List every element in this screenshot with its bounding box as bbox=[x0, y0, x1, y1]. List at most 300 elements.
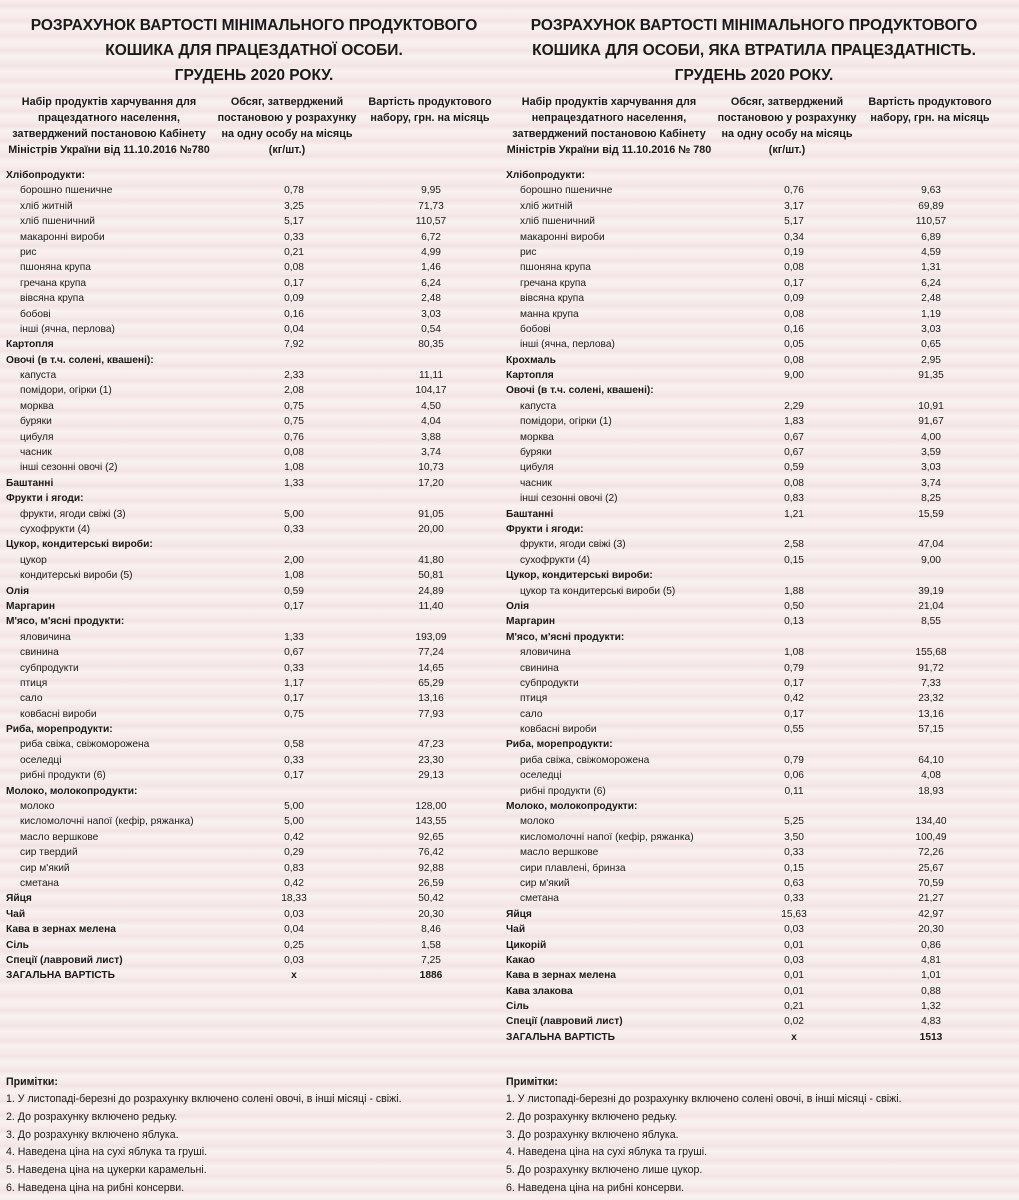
product-row bbox=[504, 645, 1004, 660]
product-row bbox=[504, 460, 1004, 475]
product-name: бобові bbox=[20, 308, 51, 320]
cost-value: 128,00 bbox=[415, 801, 447, 813]
quantity-value: 0,01 bbox=[784, 985, 804, 997]
product-name: Спеції (лавровий лист) bbox=[506, 1016, 623, 1028]
total-row bbox=[504, 1030, 1004, 1045]
quantity-value: 0,21 bbox=[784, 1001, 804, 1013]
header-product-set: Набір продуктів харчування для непрацездатного населення, затверджений постановою Кабінету Міністрів України від 11.10.2016 № 780 bbox=[506, 96, 712, 156]
product-row bbox=[4, 814, 504, 829]
quantity-value: 0,08 bbox=[284, 447, 304, 459]
category-row bbox=[4, 337, 504, 352]
product-name: ЗАГАЛЬНА ВАРТІСТЬ bbox=[506, 1031, 615, 1043]
quantity-value: 0,05 bbox=[784, 339, 804, 351]
cost-value: 3,88 bbox=[421, 431, 441, 443]
product-name: Чай bbox=[6, 908, 26, 920]
product-name: субпродукти bbox=[520, 677, 579, 689]
cost-value: 42,97 bbox=[918, 908, 944, 920]
quantity-value: 0,03 bbox=[784, 954, 804, 966]
product-row bbox=[4, 691, 504, 706]
cost-value: 26,59 bbox=[418, 877, 444, 889]
product-name: пшоняна крупа bbox=[20, 262, 91, 274]
product-name: птиця bbox=[520, 693, 548, 705]
quantity-value: х bbox=[791, 1031, 797, 1043]
category-row bbox=[504, 737, 1004, 752]
cost-value: 29,13 bbox=[418, 770, 444, 782]
product-row bbox=[4, 430, 504, 445]
category-row bbox=[504, 907, 1004, 922]
quantity-value: 0,17 bbox=[284, 770, 304, 782]
product-row bbox=[4, 707, 504, 722]
note-item: 1. У листопаді-березні до розрахунку включено солені овочі, в інші місяці - свіжі. bbox=[6, 1093, 402, 1105]
product-row bbox=[4, 183, 504, 198]
cost-value: 110,57 bbox=[915, 216, 947, 228]
cost-value: 20,30 bbox=[418, 908, 444, 920]
cost-value: 47,23 bbox=[418, 739, 444, 751]
quantity-value: 0,75 bbox=[284, 400, 304, 412]
cost-value: 7,25 bbox=[421, 954, 441, 966]
category-row bbox=[4, 491, 504, 506]
product-name: сухофрукти (4) bbox=[20, 523, 91, 535]
title-line: РОЗРАХУНОК ВАРТОСТІ МІНІМАЛЬНОГО ПРОДУКТОВОГО bbox=[30, 17, 478, 34]
quantity-value: 0,33 bbox=[284, 523, 304, 535]
product-row bbox=[4, 214, 504, 229]
cost-value: 25,67 bbox=[918, 862, 944, 874]
quantity-value: 0,19 bbox=[784, 246, 804, 258]
cost-value: 100,49 bbox=[915, 831, 947, 843]
total-row bbox=[4, 968, 504, 983]
cost-value: 4,99 bbox=[421, 246, 441, 258]
product-row bbox=[4, 876, 504, 891]
cost-value: 77,93 bbox=[418, 708, 444, 720]
product-row bbox=[504, 307, 1004, 322]
product-row bbox=[504, 814, 1004, 829]
product-name: капуста bbox=[20, 370, 57, 382]
category-row bbox=[4, 168, 504, 183]
category-row bbox=[504, 999, 1004, 1014]
notes-title: Примітки: bbox=[6, 1076, 58, 1088]
product-name: буряки bbox=[520, 447, 552, 459]
cost-value: 39,19 bbox=[918, 585, 944, 597]
cost-value: 1,46 bbox=[421, 262, 441, 274]
cost-value: 1513 bbox=[919, 1031, 943, 1043]
product-row bbox=[504, 861, 1004, 876]
quantity-value: 0,79 bbox=[784, 754, 804, 766]
product-name: Маргарин bbox=[6, 600, 56, 612]
category-row bbox=[4, 537, 504, 552]
product-row bbox=[4, 291, 504, 306]
panel-disabled-person bbox=[504, 0, 1004, 1200]
quantity-value: 0,13 bbox=[784, 616, 804, 628]
cost-value: 4,81 bbox=[921, 954, 941, 966]
quantity-value: 2,08 bbox=[284, 385, 304, 397]
product-name: рис bbox=[520, 246, 537, 258]
product-name: сало bbox=[20, 693, 43, 705]
product-name: помідори, огірки (1) bbox=[20, 385, 112, 397]
cost-value: 92,88 bbox=[418, 862, 444, 874]
notes-section bbox=[506, 1073, 902, 1198]
product-name: Фрукти і ягоди: bbox=[506, 523, 584, 535]
product-row bbox=[4, 445, 504, 460]
product-name: морква bbox=[20, 400, 54, 412]
product-row bbox=[4, 460, 504, 475]
category-row bbox=[504, 383, 1004, 398]
product-name: риба свіжа, свіжоморожена bbox=[520, 754, 650, 766]
quantity-value: 5,17 bbox=[284, 216, 304, 228]
product-row bbox=[504, 691, 1004, 706]
product-name: цибуля bbox=[20, 431, 54, 443]
quantity-value: 3,50 bbox=[784, 831, 804, 843]
product-row bbox=[4, 522, 504, 537]
product-name: Кава злакова bbox=[506, 985, 573, 997]
product-name: борошно пшеничне bbox=[520, 185, 613, 197]
product-name: хліб житній bbox=[20, 200, 73, 212]
category-row bbox=[504, 630, 1004, 645]
quantity-value: 0,78 bbox=[284, 185, 304, 197]
category-row bbox=[504, 507, 1004, 522]
table-header bbox=[4, 88, 504, 168]
product-row bbox=[504, 768, 1004, 783]
cost-value: 0,88 bbox=[921, 985, 941, 997]
quantity-value: 0,25 bbox=[284, 939, 304, 951]
product-row bbox=[504, 322, 1004, 337]
cost-value: 0,86 bbox=[921, 939, 941, 951]
quantity-value: 0,21 bbox=[284, 246, 304, 258]
quantity-value: 0,59 bbox=[284, 585, 304, 597]
cost-value: 9,95 bbox=[421, 185, 441, 197]
category-row bbox=[4, 938, 504, 953]
cost-value: 77,24 bbox=[418, 647, 444, 659]
product-name: Баштанні bbox=[506, 508, 554, 520]
cost-value: 110,57 bbox=[415, 216, 447, 228]
quantity-value: 0,08 bbox=[784, 477, 804, 489]
quantity-value: 0,09 bbox=[284, 293, 304, 305]
product-row bbox=[504, 722, 1004, 737]
cost-value: 1886 bbox=[419, 970, 443, 982]
note-item: 4. Наведена ціна на сухі яблука та груші. bbox=[506, 1146, 708, 1159]
product-name: Риба, морепродукти: bbox=[506, 739, 613, 751]
product-name: кисломолочні напої (кефір, ряжанка) bbox=[20, 816, 194, 828]
product-name: інші (ячна, перлова) bbox=[20, 323, 115, 335]
category-row bbox=[4, 614, 504, 629]
product-name: масло вершкове bbox=[20, 831, 99, 843]
product-row bbox=[504, 337, 1004, 352]
cost-value: 4,04 bbox=[421, 416, 441, 428]
cost-value: 69,89 bbox=[918, 200, 944, 212]
cost-value: 3,59 bbox=[921, 447, 941, 459]
quantity-value: 0,03 bbox=[284, 954, 304, 966]
category-row bbox=[504, 522, 1004, 537]
product-name: кондитерські вироби (5) bbox=[20, 570, 133, 582]
product-name: Цукор, кондитерські вироби: bbox=[6, 539, 153, 551]
quantity-value: 0,16 bbox=[284, 308, 304, 320]
product-name: цукор bbox=[20, 554, 47, 566]
quantity-value: 0,33 bbox=[284, 231, 304, 243]
quantity-value: 1,33 bbox=[284, 477, 304, 489]
note-item: 5. Наведена ціна на цукерки карамельні. bbox=[6, 1164, 207, 1177]
product-name: Кава в зернах мелена bbox=[6, 924, 116, 936]
product-name: часник bbox=[520, 477, 552, 489]
category-row bbox=[504, 168, 1004, 183]
product-name: сметана bbox=[20, 877, 59, 889]
product-name: риба свіжа, свіжоморожена bbox=[20, 739, 150, 751]
panel-working-person bbox=[4, 0, 504, 1200]
product-row bbox=[504, 414, 1004, 429]
product-name: оселедці bbox=[20, 754, 62, 766]
product-name: рибні продукти (6) bbox=[520, 785, 606, 797]
product-row bbox=[4, 645, 504, 660]
product-name: сметана bbox=[520, 893, 559, 905]
product-name: вівсяна крупа bbox=[20, 293, 84, 305]
cost-value: 4,59 bbox=[921, 246, 941, 258]
product-row bbox=[4, 307, 504, 322]
product-name: М'ясо, м'ясні продукти: bbox=[6, 616, 125, 628]
quantity-value: 0,17 bbox=[784, 708, 804, 720]
product-row bbox=[504, 707, 1004, 722]
quantity-value: 0,02 bbox=[784, 1016, 804, 1028]
product-name: оселедці bbox=[520, 770, 562, 782]
table-header bbox=[504, 88, 1004, 168]
header-volume: Обсяг, затверджений постановою у розрахунку на одну особу на місяць (кг/шт.) bbox=[217, 96, 357, 156]
product-name: фрукти, ягоди свіжі (3) bbox=[520, 539, 626, 551]
cost-value: 11,40 bbox=[418, 600, 444, 612]
cost-value: 4,08 bbox=[921, 770, 941, 782]
category-row bbox=[4, 891, 504, 906]
product-row bbox=[504, 399, 1004, 414]
quantity-value: 0,01 bbox=[784, 970, 804, 982]
product-name: Крохмаль bbox=[506, 354, 556, 366]
cost-value: 20,00 bbox=[418, 523, 444, 535]
cost-value: 104,17 bbox=[415, 385, 447, 397]
product-row bbox=[504, 584, 1004, 599]
title-line: ГРУДЕНЬ 2020 РОКУ. bbox=[174, 67, 334, 84]
quantity-value: 0,08 bbox=[784, 308, 804, 320]
cost-value: 7,33 bbox=[921, 677, 941, 689]
quantity-value: 0,42 bbox=[284, 877, 304, 889]
header-product-set: Набір продуктів харчування для працездатного населення, затверджений постановою Кабінету Міністрів України від 11.10.2016 №780 bbox=[8, 96, 210, 156]
quantity-value: 0,11 bbox=[784, 785, 804, 797]
quantity-value: 0,15 bbox=[784, 862, 804, 874]
quantity-value: 0,17 bbox=[284, 277, 304, 289]
category-row bbox=[4, 922, 504, 937]
product-name: пшоняна крупа bbox=[520, 262, 591, 274]
product-row bbox=[4, 414, 504, 429]
product-row bbox=[504, 214, 1004, 229]
cost-value: 50,81 bbox=[418, 570, 444, 582]
quantity-value: 0,01 bbox=[784, 939, 804, 951]
product-row bbox=[4, 661, 504, 676]
product-row bbox=[4, 383, 504, 398]
product-row bbox=[504, 291, 1004, 306]
cost-value: 8,46 bbox=[421, 924, 441, 936]
product-name: Баштанні bbox=[6, 477, 54, 489]
product-name: цукор та кондитерські вироби (5) bbox=[520, 585, 676, 597]
cost-value: 10,73 bbox=[418, 462, 444, 474]
quantity-value: 2,29 bbox=[784, 400, 804, 412]
cost-value: 11,11 bbox=[419, 370, 443, 382]
product-row bbox=[504, 199, 1004, 214]
quantity-value: 0,76 bbox=[284, 431, 304, 443]
product-name: морква bbox=[520, 431, 554, 443]
cost-value: 3,03 bbox=[921, 323, 941, 335]
quantity-value: 0,42 bbox=[284, 831, 304, 843]
product-row bbox=[504, 183, 1004, 198]
cost-value: 6,72 bbox=[421, 231, 441, 243]
category-row bbox=[504, 614, 1004, 629]
product-name: капуста bbox=[520, 400, 557, 412]
category-row bbox=[504, 353, 1004, 368]
product-row bbox=[4, 245, 504, 260]
product-row bbox=[504, 784, 1004, 799]
product-row bbox=[4, 230, 504, 245]
cost-value: 155,68 bbox=[915, 647, 947, 659]
cost-value: 6,89 bbox=[921, 231, 941, 243]
quantity-value: 1,17 bbox=[284, 677, 304, 689]
notes-title: Примітки: bbox=[506, 1076, 558, 1088]
quantity-value: 0,75 bbox=[284, 416, 304, 428]
cost-value: 57,15 bbox=[918, 724, 944, 736]
product-name: Какао bbox=[506, 954, 535, 966]
product-name: борошно пшеничне bbox=[20, 185, 113, 197]
category-row bbox=[4, 722, 504, 737]
cost-value: 18,93 bbox=[918, 785, 944, 797]
product-row bbox=[4, 322, 504, 337]
title-line: КОШИКА ДЛЯ ОСОБИ, ЯКА ВТРАТИЛА ПРАЦЕЗДАТНІСТЬ. bbox=[532, 42, 976, 59]
category-row bbox=[4, 953, 504, 968]
product-name: манна крупа bbox=[520, 308, 579, 320]
quantity-value: 0,63 bbox=[784, 877, 804, 889]
product-row bbox=[504, 245, 1004, 260]
product-name: макаронні вироби bbox=[20, 231, 105, 243]
cost-value: 20,30 bbox=[918, 924, 944, 936]
cost-value: 8,55 bbox=[921, 616, 941, 628]
cost-value: 71,73 bbox=[418, 200, 444, 212]
product-row bbox=[4, 753, 504, 768]
cost-value: 6,24 bbox=[921, 277, 941, 289]
cost-value: 91,72 bbox=[918, 662, 944, 674]
product-name: вівсяна крупа bbox=[520, 293, 584, 305]
product-name: помідори, огірки (1) bbox=[520, 416, 612, 428]
product-name: птиця bbox=[20, 677, 48, 689]
quantity-value: 1,83 bbox=[784, 416, 804, 428]
product-name: сало bbox=[520, 708, 543, 720]
category-row bbox=[504, 368, 1004, 383]
cost-value: 2,48 bbox=[421, 293, 441, 305]
category-row bbox=[504, 922, 1004, 937]
title-line: ГРУДЕНЬ 2020 РОКУ. bbox=[674, 67, 834, 84]
product-name: гречана крупа bbox=[20, 277, 87, 289]
quantity-value: 0,04 bbox=[284, 323, 304, 335]
note-item: 3. До розрахунку включено яблука. bbox=[506, 1128, 679, 1141]
product-row bbox=[4, 568, 504, 583]
note-item: 6. Наведена ціна на рибні консерви. bbox=[6, 1181, 185, 1194]
cost-value: 14,65 bbox=[418, 662, 444, 674]
product-row bbox=[504, 891, 1004, 906]
category-row bbox=[504, 568, 1004, 583]
category-row bbox=[504, 938, 1004, 953]
quantity-value: 3,25 bbox=[284, 200, 304, 212]
cost-value: 17,20 bbox=[418, 477, 444, 489]
header-cost: Вартість продуктового набору, грн. на місяць bbox=[368, 96, 492, 124]
product-row bbox=[4, 276, 504, 291]
product-name: Хлібопродукти: bbox=[506, 170, 586, 181]
quantity-value: 0,09 bbox=[784, 293, 804, 305]
product-row bbox=[504, 676, 1004, 691]
quantity-value: 1,21 bbox=[784, 508, 804, 520]
quantity-value: 0,34 bbox=[784, 231, 804, 243]
product-name: кисломолочні напої (кефір, ряжанка) bbox=[520, 831, 694, 843]
product-row bbox=[504, 553, 1004, 568]
product-row bbox=[4, 399, 504, 414]
product-name: Яйця bbox=[506, 908, 532, 920]
product-name: Олія bbox=[506, 600, 530, 612]
cost-value: 9,00 bbox=[921, 554, 941, 566]
product-row bbox=[4, 861, 504, 876]
quantity-value: 1,33 bbox=[284, 631, 304, 643]
product-name: Яйця bbox=[6, 893, 32, 905]
cost-value: 8,25 bbox=[921, 493, 941, 505]
cost-value: 47,04 bbox=[918, 539, 944, 551]
cost-value: 15,59 bbox=[918, 508, 944, 520]
note-item: 3. До розрахунку включено яблука. bbox=[6, 1128, 179, 1141]
cost-value: 91,67 bbox=[918, 416, 944, 428]
quantity-value: 3,17 bbox=[784, 200, 804, 212]
cost-value: 10,91 bbox=[918, 400, 944, 412]
product-name: Молоко, молокопродукти: bbox=[506, 801, 638, 813]
product-name: Олія bbox=[6, 585, 30, 597]
category-row bbox=[4, 784, 504, 799]
product-name: рибні продукти (6) bbox=[20, 770, 106, 782]
quantity-value: 0,50 bbox=[784, 600, 804, 612]
quantity-value: 15,63 bbox=[781, 908, 807, 920]
quantity-value: 0,67 bbox=[284, 647, 304, 659]
product-name: ковбасні вироби bbox=[20, 708, 97, 720]
quantity-value: 7,92 bbox=[284, 339, 304, 351]
product-name: сухофрукти (4) bbox=[520, 554, 591, 566]
quantity-value: 0,06 bbox=[784, 770, 804, 782]
product-name: Картопля bbox=[6, 339, 54, 351]
quantity-value: 0,83 bbox=[784, 493, 804, 505]
quantity-value: 0,03 bbox=[784, 924, 804, 936]
cost-value: 13,16 bbox=[418, 693, 444, 705]
cost-value: 70,59 bbox=[918, 877, 944, 889]
product-row bbox=[4, 507, 504, 522]
category-row bbox=[504, 968, 1004, 983]
category-row bbox=[4, 599, 504, 614]
note-item: 1. У листопаді-березні до розрахунку включено солені овочі, в інші місяці - свіжі. bbox=[506, 1093, 902, 1105]
product-name: Сіль bbox=[6, 939, 29, 951]
product-name: макаронні вироби bbox=[520, 231, 605, 243]
cost-value: 143,55 bbox=[415, 816, 447, 828]
product-row bbox=[504, 430, 1004, 445]
product-name: Молоко, молокопродукти: bbox=[6, 785, 138, 797]
product-name: Риба, морепродукти: bbox=[6, 724, 113, 736]
quantity-value: 1,08 bbox=[284, 462, 304, 474]
product-row bbox=[504, 661, 1004, 676]
cost-value: 72,26 bbox=[918, 847, 944, 859]
cost-value: 6,24 bbox=[421, 277, 441, 289]
notes-section bbox=[6, 1073, 402, 1198]
cost-value: 91,05 bbox=[418, 508, 444, 520]
quantity-value: 18,33 bbox=[281, 893, 307, 905]
cost-value: 2,48 bbox=[921, 293, 941, 305]
product-name: субпродукти bbox=[20, 662, 79, 674]
cost-value: 1,01 bbox=[921, 970, 941, 982]
cost-value: 80,35 bbox=[418, 339, 444, 351]
quantity-value: 0,83 bbox=[284, 862, 304, 874]
note-item: 2. До розрахунку включено редьку. bbox=[6, 1110, 178, 1123]
cost-value: 4,83 bbox=[921, 1016, 941, 1028]
quantity-value: 9,00 bbox=[784, 370, 804, 382]
